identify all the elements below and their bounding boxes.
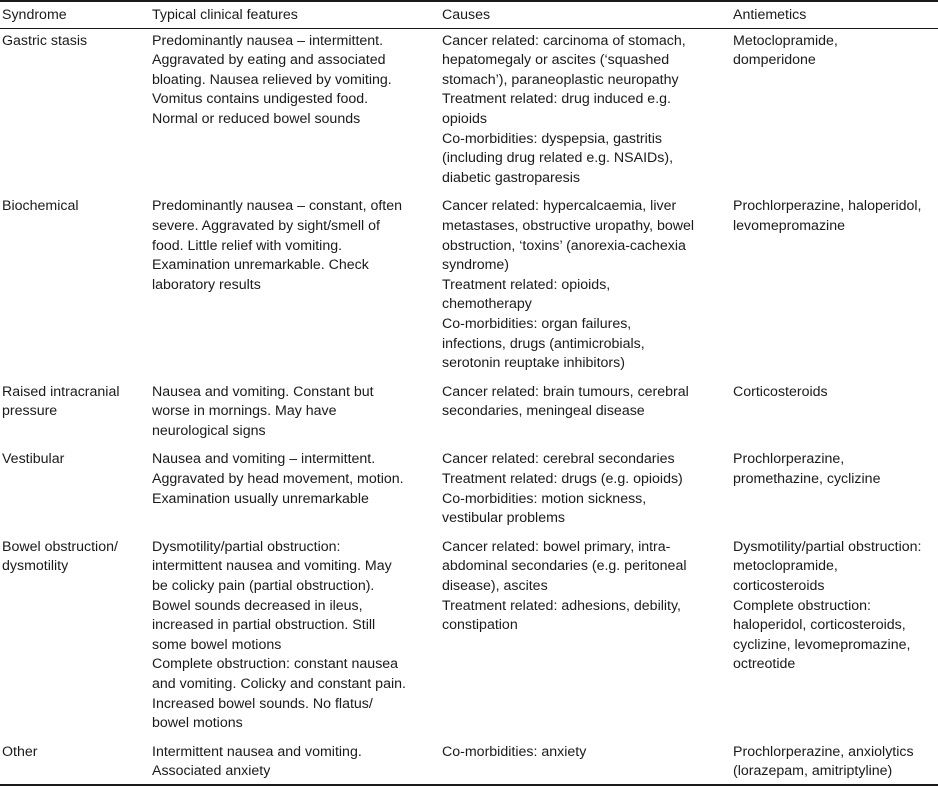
clinical-features-cell bbox=[150, 742, 440, 785]
cell-text-line: Treatment related: adhesions, debility, bbox=[442, 597, 681, 614]
cell-text-line: increased in partial obstruction. Still bbox=[152, 617, 376, 634]
cell-text-line: Other bbox=[2, 743, 38, 760]
cell-text-line: abdominal secondaries (e.g. peritoneal bbox=[442, 558, 687, 575]
cell-text-line: Vestibular bbox=[2, 451, 65, 468]
cell-text-line: metoclopramide, bbox=[733, 558, 838, 575]
header-antiemetics: Antiemetics bbox=[731, 1, 938, 28]
causes-cell bbox=[440, 196, 731, 381]
cell-text-line: Co-morbidities: dyspepsia, gastritis bbox=[442, 130, 662, 147]
cell-text-line: syndrome) bbox=[442, 257, 510, 274]
table-row bbox=[0, 449, 938, 536]
cell-text-line: pressure bbox=[2, 403, 58, 420]
cell-text-line: Vomitus contains undigested food. bbox=[152, 91, 369, 108]
cell-text-line: metastases, obstructive uropathy, bowel bbox=[442, 217, 695, 234]
cell-text-line: Co-morbidities: anxiety bbox=[442, 743, 587, 760]
cell-text-line: (lorazepam, amitriptyline) bbox=[733, 763, 893, 780]
cell-text-line: constipation bbox=[442, 617, 518, 634]
cell-text-line: Nausea and vomiting – intermittent. bbox=[152, 451, 376, 468]
causes-cell bbox=[440, 742, 731, 785]
antiemetics-cell bbox=[731, 28, 938, 196]
table-row bbox=[0, 382, 938, 450]
antiemetics-cell bbox=[731, 382, 938, 450]
clinical-features-cell bbox=[150, 28, 440, 196]
table-row bbox=[0, 28, 938, 196]
clinical-features-cell bbox=[150, 537, 440, 742]
cell-text-line: Cancer related: carcinoma of stomach, bbox=[442, 32, 686, 49]
syndrome-cell bbox=[0, 537, 150, 742]
header-typical-clinical-features: Typical clinical features bbox=[150, 1, 440, 28]
cell-text-line: Intermittent nausea and vomiting. bbox=[152, 743, 362, 760]
cell-text-line: Cancer related: cerebral secondaries bbox=[442, 451, 675, 468]
cell-text-line: Co-morbidities: organ failures, bbox=[442, 315, 632, 332]
cell-text-line: Predominantly nausea – constant, often bbox=[152, 198, 403, 215]
table-row bbox=[0, 196, 938, 381]
cell-text-line: chemotherapy bbox=[442, 296, 532, 313]
cell-text-line: Nausea and vomiting. Constant but bbox=[152, 383, 374, 400]
syndrome-cell bbox=[0, 742, 150, 785]
cell-text-line: haloperidol, corticosteroids, bbox=[733, 617, 906, 634]
cell-text-line: worse in mornings. May have bbox=[152, 403, 337, 420]
cell-text-line: Complete obstruction: constant nausea bbox=[152, 656, 399, 673]
cell-text-line: Normal or reduced bowel sounds bbox=[152, 110, 361, 127]
header-syndrome: Syndrome bbox=[0, 1, 150, 28]
cell-text-line: cyclizine, levomepromazine, bbox=[733, 636, 911, 653]
cell-text-line: Bowel sounds decreased in ileus, bbox=[152, 597, 363, 614]
clinical-features-cell bbox=[150, 449, 440, 536]
cell-text-line: stomach’), paraneoplastic neuropathy bbox=[442, 71, 679, 88]
cell-text-line: be colicky pain (partial obstruction). bbox=[152, 578, 375, 595]
syndrome-cell bbox=[0, 28, 150, 196]
causes-cell bbox=[440, 449, 731, 536]
cell-text-line: disease), ascites bbox=[442, 578, 548, 595]
syndrome-cell bbox=[0, 449, 150, 536]
table-row bbox=[0, 742, 938, 785]
causes-cell bbox=[440, 28, 731, 196]
cell-text-line: Complete obstruction: bbox=[733, 597, 872, 614]
cell-text-line: Biochemical bbox=[2, 198, 79, 215]
cell-text-line: neurological signs bbox=[152, 422, 266, 439]
cell-text-line: Examination usually unremarkable bbox=[152, 490, 369, 507]
clinical-features-cell bbox=[150, 196, 440, 381]
cell-text-line: Treatment related: opioids, bbox=[442, 276, 611, 293]
cell-text-line: infections, drugs (antimicrobials, bbox=[442, 335, 645, 352]
cell-text-line: laboratory results bbox=[152, 276, 261, 293]
syndrome-cell bbox=[0, 382, 150, 450]
cell-text-line: promethazine, cyclizine bbox=[733, 471, 881, 488]
causes-cell bbox=[440, 537, 731, 742]
cell-text-line: vestibular problems bbox=[442, 510, 566, 527]
cell-text-line: (including drug related e.g. NSAIDs), bbox=[442, 150, 674, 167]
cell-text-line: dysmotility bbox=[2, 558, 69, 575]
cell-text-line: secondaries, meningeal disease bbox=[442, 403, 645, 420]
cell-text-line: Increased bowel sounds. No flatus/ bbox=[152, 695, 373, 712]
cell-text-line: Metoclopramide, bbox=[733, 32, 838, 49]
cell-text-line: Cancer related: brain tumours, cerebral bbox=[442, 383, 689, 400]
cell-text-line: intermittent nausea and vomiting. May bbox=[152, 558, 392, 575]
cell-text-line: obstruction, ‘toxins’ (anorexia-cachexia bbox=[442, 237, 686, 254]
antiemetics-cell bbox=[731, 196, 938, 381]
cell-text-line: Prochlorperazine, anxiolytics bbox=[733, 743, 914, 760]
cell-text-line: and vomiting. Colicky and constant pain. bbox=[152, 676, 406, 692]
antiemetics-cell bbox=[731, 449, 938, 536]
cell-text-line: Cancer related: bowel primary, intra- bbox=[442, 538, 671, 555]
causes-cell bbox=[440, 382, 731, 450]
cell-text-line: corticosteroids bbox=[733, 578, 825, 595]
cell-text-line: Prochlorperazine, bbox=[733, 451, 845, 468]
clinical-features-cell bbox=[150, 382, 440, 450]
cell-text-line: Bowel obstruction/ bbox=[2, 538, 118, 555]
cell-text-line: serotonin reuptake inhibitors) bbox=[442, 355, 625, 372]
cell-text-line: Predominantly nausea – intermittent. bbox=[152, 32, 384, 49]
table-row bbox=[0, 537, 938, 742]
cell-text-line: Dysmotility/partial obstruction: bbox=[152, 538, 341, 555]
syndrome-cell bbox=[0, 196, 150, 381]
cell-text-line: Cancer related: hypercalcaemia, liver bbox=[442, 198, 677, 215]
cell-text-line: Prochlorperazine, haloperidol, bbox=[733, 198, 922, 215]
cell-text-line: Examination unremarkable. Check bbox=[152, 257, 369, 274]
cell-text-line: opioids bbox=[442, 110, 487, 127]
cell-text-line: Gastric stasis bbox=[2, 32, 88, 49]
antiemetics-cell bbox=[731, 537, 938, 742]
cell-text-line: domperidone bbox=[733, 52, 816, 69]
cell-text-line: food. Little relief with vomiting. bbox=[152, 237, 343, 254]
cell-text-line: Aggravated by eating and associated bbox=[152, 52, 386, 69]
cell-text-line: hepatomegaly or ascites (‘squashed bbox=[442, 52, 670, 69]
cell-text-line: Treatment related: drug induced e.g. bbox=[442, 91, 671, 108]
header-causes: Causes bbox=[440, 1, 731, 28]
cell-text-line: Aggravated by head movement, motion. bbox=[152, 471, 404, 488]
cell-text-line: octreotide bbox=[733, 656, 796, 673]
cell-text-line: Dysmotility/partial obstruction: bbox=[733, 538, 922, 555]
cell-text-line: Co-morbidities: motion sickness, bbox=[442, 490, 647, 507]
table-header-row bbox=[0, 1, 938, 28]
cell-text-line: Treatment related: drugs (e.g. opioids) bbox=[442, 471, 683, 488]
antiemetics-cell bbox=[731, 742, 938, 785]
cell-text-line: bowel motions bbox=[152, 715, 243, 732]
cell-text-line: Associated anxiety bbox=[152, 763, 271, 780]
cell-text-line: Raised intracranial bbox=[2, 383, 120, 400]
cell-text-line: Corticosteroids bbox=[733, 383, 828, 400]
cell-text-line: some bowel motions bbox=[152, 636, 282, 653]
cell-text-line: diabetic gastroparesis bbox=[442, 169, 581, 186]
cell-text-line: levomepromazine bbox=[733, 217, 845, 234]
cell-text-line: severe. Aggravated by sight/smell of bbox=[152, 217, 380, 234]
cell-text-line: bloating. Nausea relieved by vomiting. bbox=[152, 71, 392, 88]
